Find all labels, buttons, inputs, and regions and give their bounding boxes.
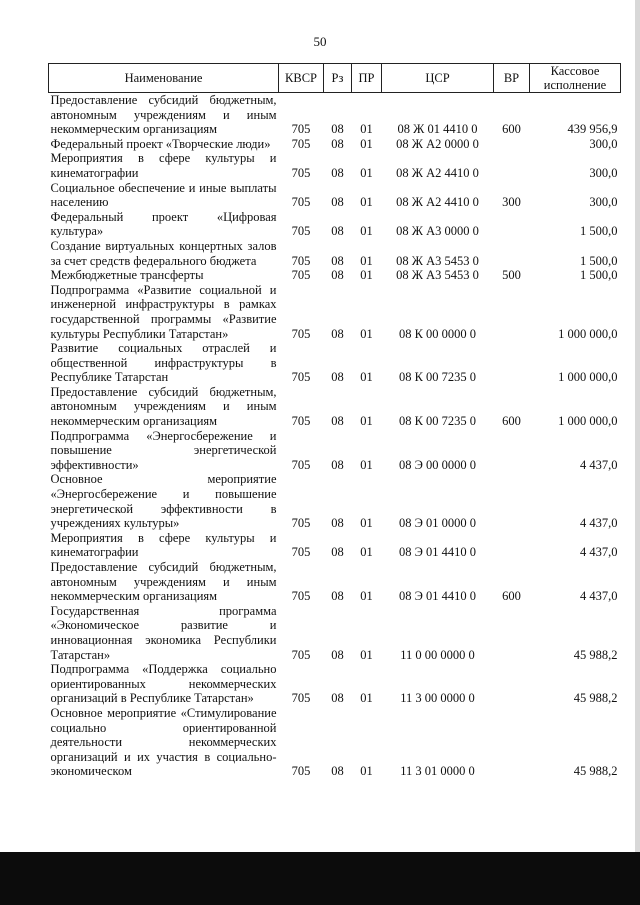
cell-amount: 1 000 000,0 — [558, 414, 618, 429]
cell-vr: 600 — [502, 414, 521, 429]
cell-kvsr: 705 — [291, 691, 311, 706]
cell-amount: 45 988,2 — [573, 691, 618, 706]
cell-rz: 08 — [331, 122, 344, 137]
cell-rz: 08 — [331, 326, 344, 341]
table-row — [49, 283, 621, 341]
cell-name: Предоставление субсидий бюджетным, автономным учреждениям и иным некоммерческим организациям — [50, 384, 277, 429]
table-row — [49, 341, 621, 385]
budget-table — [48, 63, 621, 779]
cell-csr: 08 Ж А3 5453 0 — [396, 253, 479, 268]
cell-kvsr: 705 — [291, 224, 311, 239]
cell-kvsr: 705 — [291, 195, 311, 210]
cell-amount: 1 000 000,0 — [558, 370, 618, 385]
cell-name: Федеральный проект «Цифровая культура» — [50, 209, 277, 239]
cell-pr: 01 — [360, 122, 373, 137]
cell-vr — [494, 531, 530, 560]
cell-pr: 01 — [360, 545, 373, 560]
cell-pr: 01 — [360, 589, 373, 604]
cell-kvsr: 705 — [291, 414, 311, 429]
table-header — [49, 64, 621, 93]
cell-rz: 08 — [331, 165, 344, 180]
cell-vr — [494, 341, 530, 385]
header-pr: ПР — [352, 64, 382, 93]
cell-kvsr: 705 — [291, 545, 311, 560]
table-row — [49, 662, 621, 706]
cell-csr: 08 К 00 7235 0 — [398, 370, 477, 385]
cell-pr: 01 — [360, 691, 373, 706]
cell-pr: 01 — [360, 268, 373, 283]
cell-amount: 4 437,0 — [580, 457, 618, 472]
cell-csr: 08 Э 01 4410 0 — [398, 545, 476, 560]
scan-edge — [635, 0, 640, 852]
cell-name: Мероприятия в сфере культуры и кинематографии — [50, 530, 277, 560]
table-row — [49, 151, 621, 180]
cell-name: Государственная программа «Экономическое развитие и инновационная экономика Республики Татарстан» — [50, 603, 277, 662]
cell-vr — [494, 151, 530, 180]
cell-rz: 08 — [331, 253, 344, 268]
table-row — [49, 385, 621, 429]
cell-vr — [494, 283, 530, 341]
cell-pr: 01 — [360, 414, 373, 429]
cell-vr — [494, 662, 530, 706]
table-row — [49, 181, 621, 210]
cell-vr — [494, 706, 530, 779]
cell-pr: 01 — [360, 253, 373, 268]
cell-pr: 01 — [360, 647, 373, 662]
cell-csr: 08 Ж А2 4410 0 — [396, 165, 479, 180]
table-row — [49, 137, 621, 152]
cell-rz: 08 — [331, 414, 344, 429]
cell-csr: 08 Э 01 4410 0 — [398, 589, 476, 604]
header-name: Наименование — [49, 64, 279, 93]
cell-rz: 08 — [331, 589, 344, 604]
cell-vr — [494, 137, 530, 152]
cell-amount: 300,0 — [589, 195, 618, 210]
cell-kvsr: 705 — [291, 253, 311, 268]
cell-csr: 08 К 00 7235 0 — [398, 414, 477, 429]
cell-name: Подпрограмма «Развитие социальной и инженерной инфраструктуры в рамках государственной программы «Развитие культуры Республики Татарстан» — [50, 282, 277, 341]
table-row — [49, 239, 621, 268]
budget-table-container — [48, 63, 620, 779]
cell-vr: 500 — [502, 268, 521, 283]
cell-vr: 600 — [502, 122, 521, 137]
table-row — [49, 93, 621, 137]
cell-pr: 01 — [360, 136, 373, 151]
cell-rz: 08 — [331, 136, 344, 151]
cell-name: Федеральный проект «Творческие люди» — [50, 136, 271, 151]
cell-csr: 08 Ж А3 0000 0 — [396, 224, 479, 239]
table-row — [49, 706, 621, 779]
cell-amount: 439 956,9 — [567, 122, 618, 137]
cell-kvsr: 705 — [291, 326, 311, 341]
header-vr: ВР — [494, 64, 530, 93]
cell-amount: 4 437,0 — [580, 589, 618, 604]
cell-csr: 08 Э 00 0000 0 — [398, 457, 476, 472]
cell-name: Предоставление субсидий бюджетным, автономным учреждениям и иным некоммерческим организациям — [50, 560, 277, 604]
cell-rz: 08 — [331, 370, 344, 385]
cell-name: Развитие социальных отраслей и общественной инфраструктуры в Республике Татарстан — [50, 341, 277, 385]
cell-pr: 01 — [360, 195, 373, 210]
cell-name: Создание виртуальных концертных залов за счет средств федерального бюджета — [50, 238, 277, 268]
cell-name: Предоставление субсидий бюджетным, автономным учреждениям и иным некоммерческим организациям — [50, 93, 277, 137]
cell-vr: 300 — [502, 195, 521, 210]
cell-name: Подпрограмма «Энергосбережение и повышение энергетической эффективности» — [50, 428, 277, 472]
header-csr: ЦСР — [382, 64, 494, 93]
cell-csr: 08 К 00 0000 0 — [398, 326, 477, 341]
cell-kvsr: 705 — [291, 165, 311, 180]
cell-kvsr: 705 — [291, 122, 311, 137]
cell-pr: 01 — [360, 326, 373, 341]
cell-vr — [494, 472, 530, 530]
cell-pr: 01 — [360, 457, 373, 472]
header-amount: Кассовое исполнение — [530, 64, 621, 93]
cell-vr — [494, 239, 530, 268]
cell-pr: 01 — [360, 165, 373, 180]
cell-kvsr: 705 — [291, 764, 311, 779]
cell-amount: 300,0 — [589, 136, 618, 151]
cell-rz: 08 — [331, 764, 344, 779]
cell-kvsr: 705 — [291, 516, 311, 531]
cell-kvsr: 705 — [291, 370, 311, 385]
cell-vr — [494, 210, 530, 239]
header-rz: Рз — [324, 64, 352, 93]
cell-amount: 1 000 000,0 — [558, 326, 618, 341]
cell-rz: 08 — [331, 545, 344, 560]
cell-csr: 08 Ж А2 0000 0 — [396, 136, 479, 151]
cell-amount: 4 437,0 — [580, 516, 618, 531]
cell-pr: 01 — [360, 764, 373, 779]
cell-csr: 11 3 01 0000 0 — [400, 764, 475, 779]
scan-bottom-band — [0, 852, 640, 905]
cell-kvsr: 705 — [291, 589, 311, 604]
cell-kvsr: 705 — [291, 268, 311, 283]
cell-name: Основное мероприятие «Энергосбережение и повышение энергетической эффективности в учреждениях культуры» — [50, 472, 277, 531]
cell-csr: 08 Ж А2 4410 0 — [396, 195, 479, 210]
cell-vr — [494, 604, 530, 662]
cell-name: Подпрограмма «Поддержка социально ориентированных некоммерческих организаций в Республике Татарстан» — [50, 662, 277, 706]
cell-rz: 08 — [331, 268, 344, 283]
cell-pr: 01 — [360, 370, 373, 385]
cell-csr: 11 3 00 0000 0 — [400, 691, 475, 706]
cell-amount: 45 988,2 — [573, 764, 618, 779]
cell-csr: 08 Ж А3 5453 0 — [396, 268, 479, 283]
header-kvsr: КВСР — [279, 64, 324, 93]
cell-kvsr: 705 — [291, 457, 311, 472]
cell-amount: 300,0 — [589, 165, 618, 180]
cell-kvsr: 705 — [291, 647, 311, 662]
cell-vr — [494, 429, 530, 473]
cell-name: Социальное обеспечение и иные выплаты населению — [50, 180, 277, 210]
cell-amount: 1 500,0 — [580, 253, 618, 268]
table-body — [49, 93, 621, 779]
cell-name: Основное мероприятие «Стимулирование социально ориентированной деятельности некоммерческих организаций и их участия в социально-экономическом — [50, 705, 277, 779]
cell-name: Мероприятия в сфере культуры и кинематографии — [50, 151, 277, 180]
cell-pr: 01 — [360, 224, 373, 239]
page-number: 50 — [313, 34, 327, 49]
cell-vr: 600 — [502, 589, 521, 604]
cell-rz: 08 — [331, 647, 344, 662]
cell-amount: 1 500,0 — [580, 268, 618, 283]
cell-rz: 08 — [331, 224, 344, 239]
table-row — [49, 210, 621, 239]
table-row — [49, 268, 621, 283]
cell-amount: 1 500,0 — [580, 224, 618, 239]
cell-kvsr: 705 — [291, 136, 311, 151]
table-row — [49, 531, 621, 560]
cell-rz: 08 — [331, 457, 344, 472]
table-row — [49, 472, 621, 530]
cell-csr: 08 Э 01 0000 0 — [398, 516, 476, 531]
cell-csr: 11 0 00 0000 0 — [400, 647, 475, 662]
cell-amount: 4 437,0 — [580, 545, 618, 560]
cell-pr: 01 — [360, 516, 373, 531]
cell-rz: 08 — [331, 516, 344, 531]
cell-csr: 08 Ж 01 4410 0 — [397, 122, 478, 137]
cell-rz: 08 — [331, 195, 344, 210]
cell-name: Межбюджетные трансферты — [50, 268, 204, 283]
cell-rz: 08 — [331, 691, 344, 706]
table-row — [49, 429, 621, 473]
table-row — [49, 560, 621, 604]
table-row — [49, 604, 621, 662]
cell-amount: 45 988,2 — [573, 647, 618, 662]
